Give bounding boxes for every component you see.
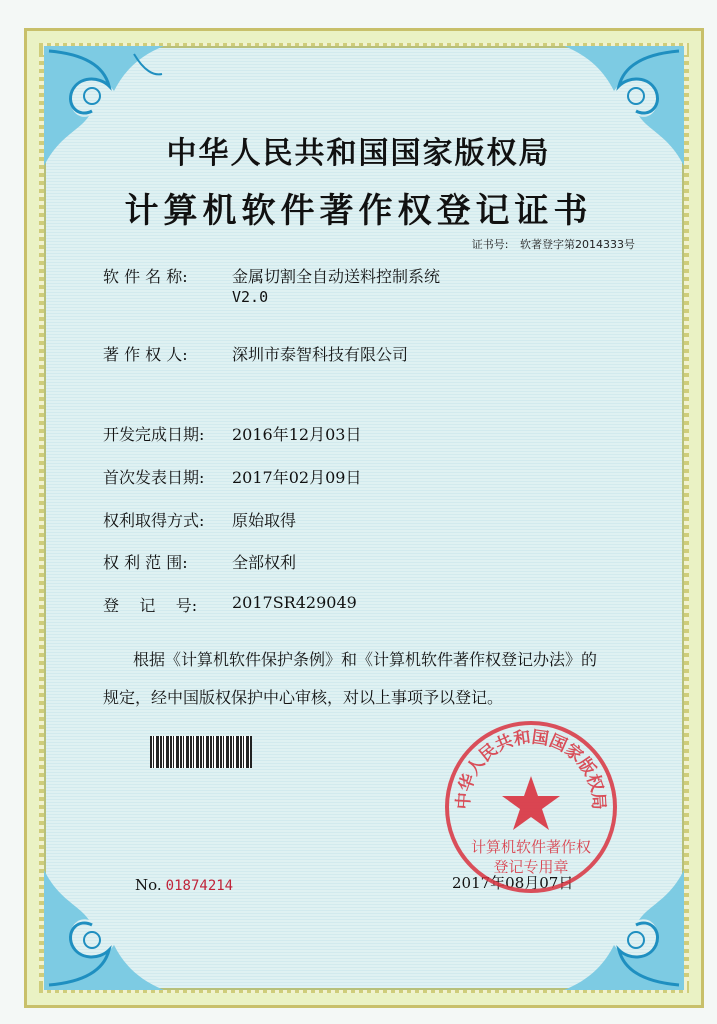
field-label: 登 记 号: — [103, 596, 198, 615]
serial-number — [135, 876, 233, 894]
issuing-authority: 中华人民共和国国家版权局 — [166, 136, 551, 171]
seal-ring-text: 中华人民共和国国家版权局 — [453, 727, 609, 811]
field-label: 权 利 范 围: — [103, 553, 188, 572]
field-label: 著 作 权 人: — [103, 345, 188, 364]
seal-center-line-1: 计算机软件著作权 — [470, 838, 592, 856]
field-completion-date — [103, 422, 361, 445]
official-seal-stamp — [442, 718, 620, 896]
seal-center-line-2: 登记专用章 — [493, 858, 569, 876]
field-label: 权利取得方式: — [103, 511, 205, 530]
field-publication-date — [103, 465, 361, 488]
field-label: 开发完成日期: — [103, 425, 205, 444]
certificate-title: 计算机软件著作权登记证书 — [124, 191, 593, 231]
statement-line-2: 规定，经中国版权保护中心审核，对以上事项予以登记。 — [103, 688, 504, 707]
issue-date: 2017年08月07日 — [452, 874, 574, 892]
qr-barcode — [150, 736, 252, 768]
field-value-block — [232, 264, 440, 306]
field-value-version: V2.0 — [232, 288, 269, 306]
field-label: 首次发表日期: — [103, 468, 205, 487]
field-copyright-owner — [103, 342, 408, 365]
field-value: 深圳市泰智科技有限公司 — [232, 345, 409, 364]
certificate-number-label: 证书号: — [471, 238, 509, 251]
field-value: 2016年12月03日 — [232, 425, 362, 444]
certificate-number-value: 软著登字第2014333号 — [520, 238, 635, 251]
field-rights-scope — [103, 550, 296, 573]
serial-label: No. — [135, 876, 162, 894]
field-label: 软 件 名 称: — [103, 267, 188, 286]
seal-star-icon — [502, 776, 560, 830]
serial-value: 01874214 — [165, 878, 234, 894]
field-value: 原始取得 — [232, 511, 297, 530]
certificate-number — [472, 236, 635, 252]
field-registration-number — [103, 593, 357, 616]
statement-line-1: 根据《计算机软件保护条例》和《计算机软件著作权登记办法》的 — [133, 650, 598, 669]
field-value: 2017年02月09日 — [232, 468, 362, 487]
field-value: 金属切割全自动送料控制系统 — [232, 267, 441, 286]
field-software-name — [103, 264, 440, 306]
field-acquisition-method — [103, 508, 296, 531]
field-value: 2017SR429049 — [232, 593, 357, 612]
field-value: 全部权利 — [232, 553, 297, 572]
